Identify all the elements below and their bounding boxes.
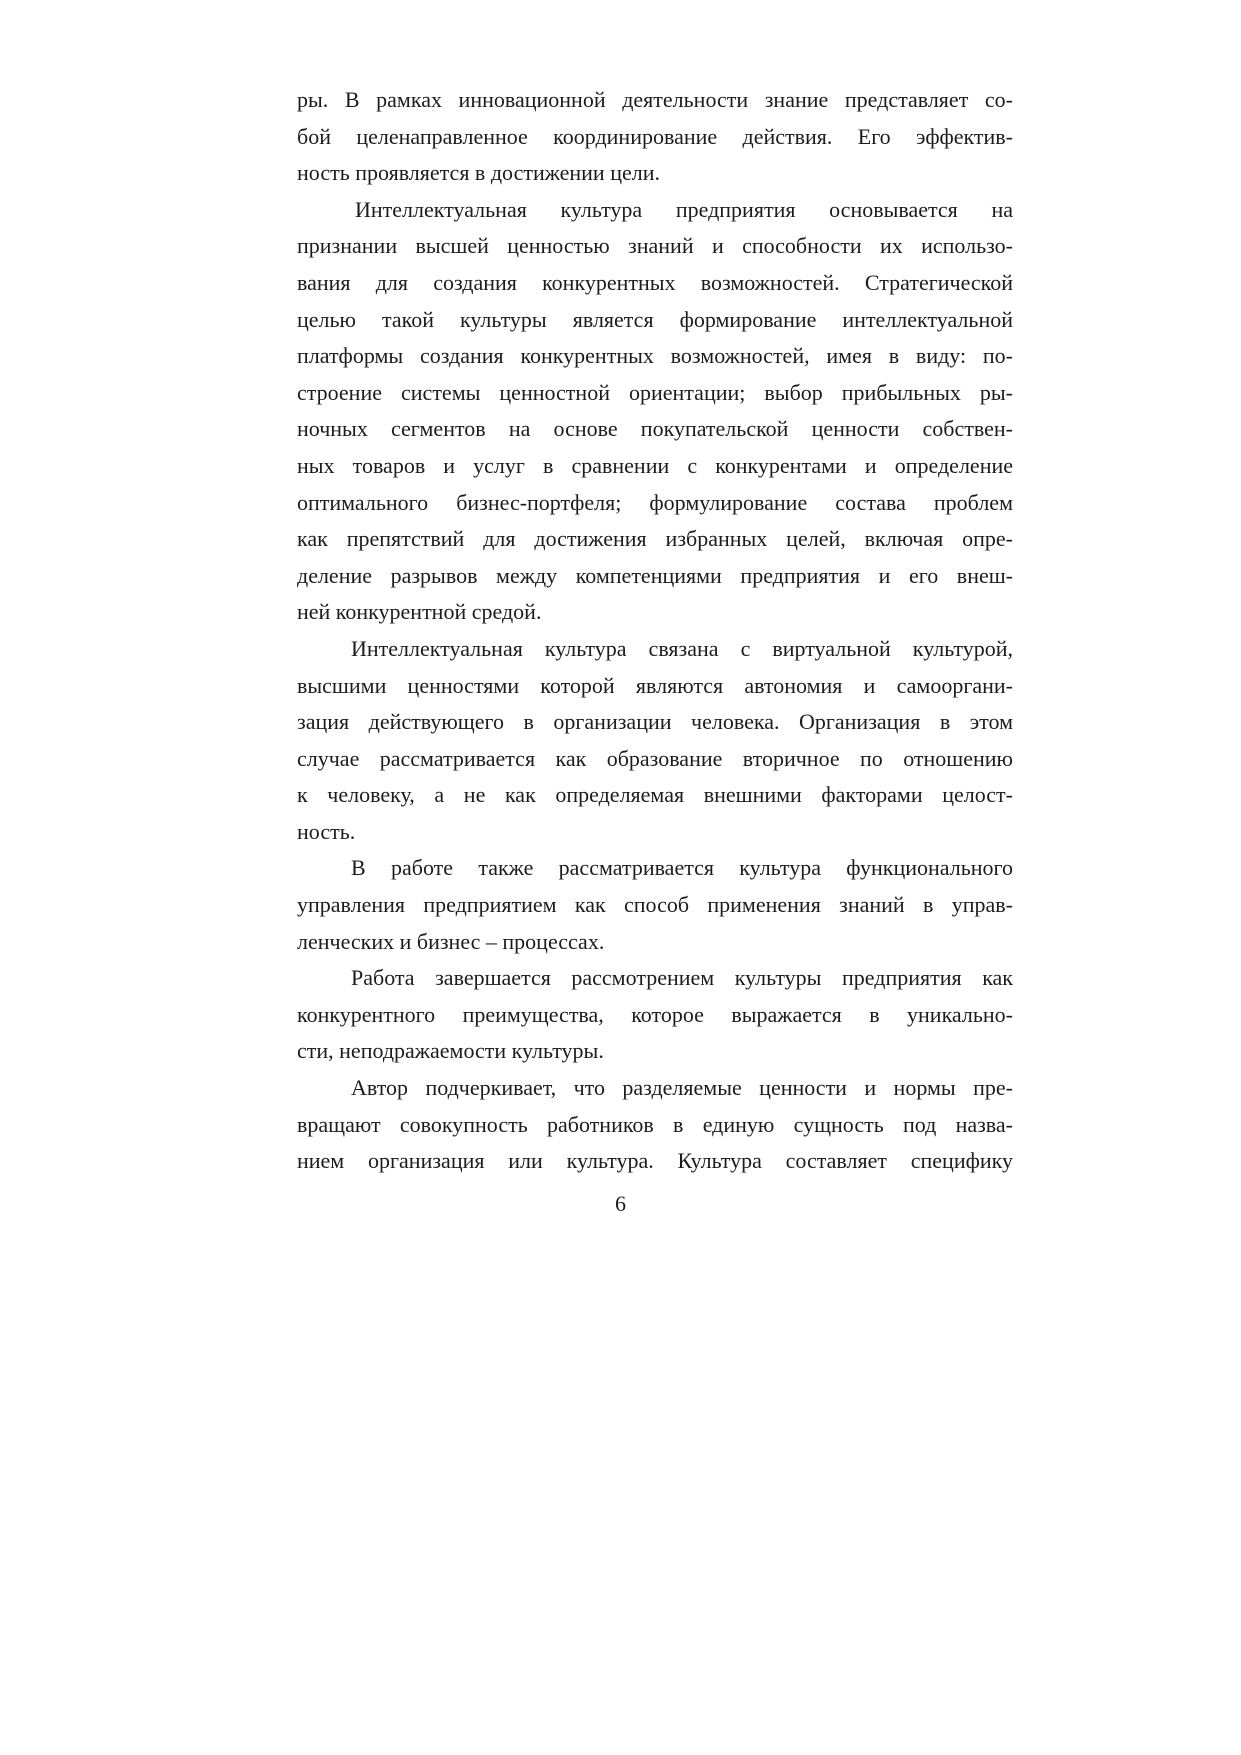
text-line: случае рассматривается как образование вторичное по отношению — [297, 745, 1013, 771]
text-line: ность. — [297, 818, 356, 844]
text-line: признании высшей ценностью знаний и способности их использо- — [297, 233, 1013, 259]
text-line: сти, неподражаемости культуры. — [297, 1038, 604, 1064]
text-line: ней конкурентной средой. — [297, 599, 542, 625]
text-line: к человеку, а не как определяемая внешними факторами целост- — [297, 782, 1013, 808]
text-line: деление разрывов между компетенциями предприятия и его внеш- — [297, 562, 1013, 588]
text-line: ночных сегментов на основе покупательской ценности собствен- — [297, 416, 1013, 442]
text-line: как препятствий для достижения избранных целей, включая опре- — [297, 526, 1013, 552]
text-line: конкурентного преимущества, которое выражается в уникально- — [297, 1001, 1013, 1027]
text-line: вращают совокупность работников в единую сущность под назва- — [297, 1111, 1013, 1137]
text-line: вания для создания конкурентных возможностей. Стратегической — [297, 269, 1013, 295]
text-line: Автор подчеркивает, что разделяемые ценности и нормы пре- — [351, 1075, 1013, 1101]
text-line: целью такой культуры является формирование интеллектуальной — [297, 306, 1013, 332]
text-line: бой целенаправленное координирование действия. Его эффектив- — [297, 123, 1013, 149]
text-line: нием организация или культура. Культура составляет специфику — [297, 1148, 1013, 1174]
text-line: Работа завершается рассмотрением культуры предприятия как — [351, 965, 1013, 991]
page-number: 6 — [615, 1191, 626, 1216]
text-line: оптимального бизнес-портфеля; формулирование состава проблем — [297, 489, 1013, 515]
text-line: ность проявляется в достижении цели. — [297, 160, 660, 186]
text-line: ры. В рамках инновационной деятельности знание представляет со- — [297, 87, 1013, 112]
text-line: ных товаров и услуг в сравнении с конкурентами и определение — [297, 452, 1013, 478]
text-line: строение системы ценностной ориентации; выбор прибыльных ры- — [297, 379, 1013, 405]
body-text — [297, 82, 1013, 1180]
text-line: платформы создания конкурентных возможностей, имея в виду: по- — [297, 343, 1013, 369]
text-line: Интеллектуальная культура предприятия основывается на — [355, 196, 1013, 222]
text-line: управления предприятием как способ применения знаний в управ- — [297, 892, 1013, 918]
text-line: зация действующего в организации человека. Организация в этом — [297, 709, 1013, 735]
text-line: В работе также рассматривается культура функционального — [351, 855, 1013, 881]
text-line: высшими ценностями которой являются автономия и самооргани- — [297, 672, 1013, 698]
text-line: Интеллектуальная культура связана с виртуальной культурой, — [351, 635, 1013, 661]
text-line: ленческих и бизнес – процессах. — [297, 928, 605, 954]
